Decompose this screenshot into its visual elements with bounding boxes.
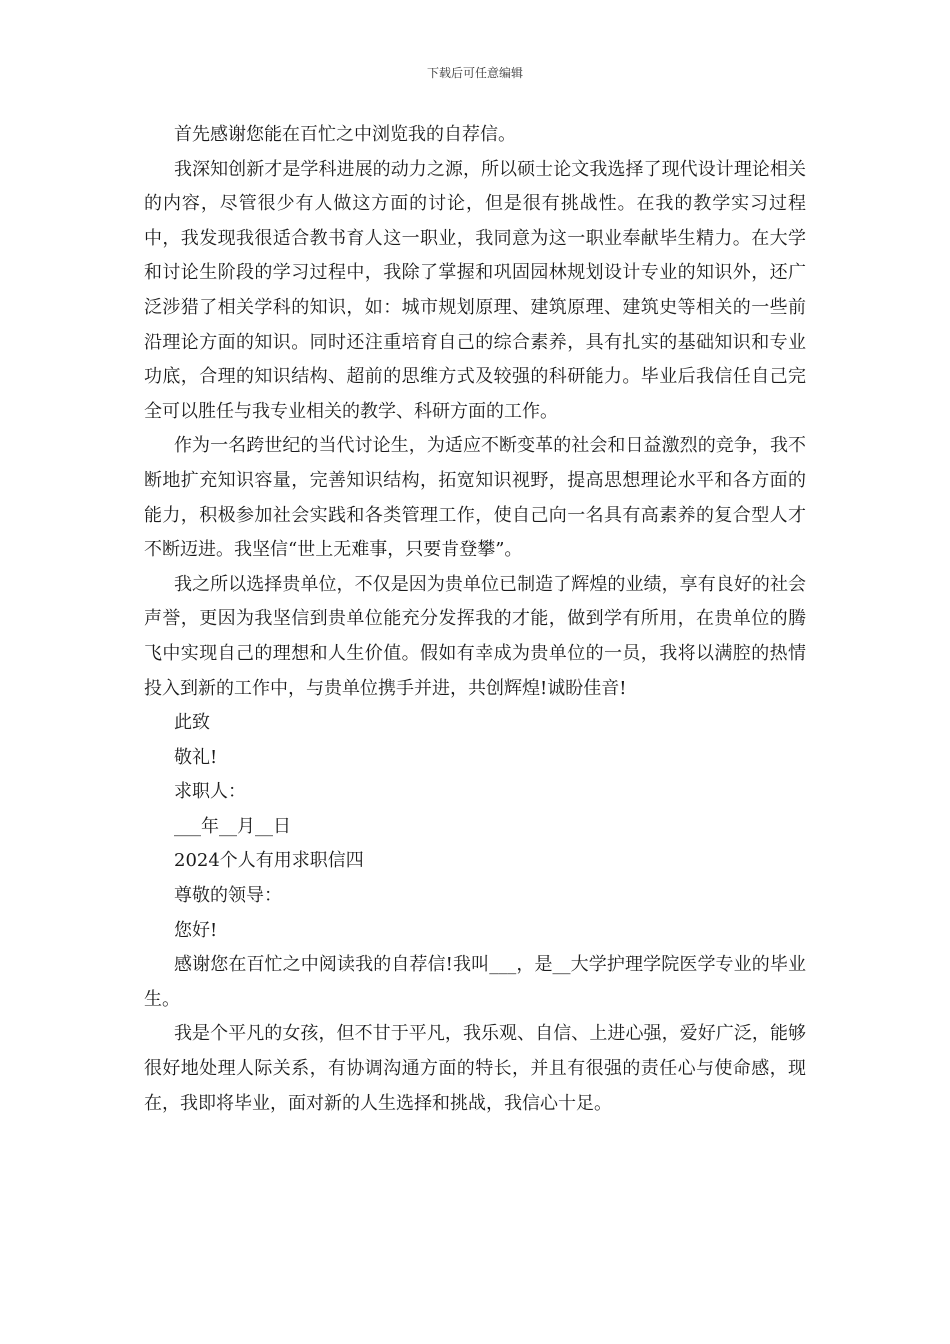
letter-body — [144, 118, 806, 1121]
date-line: ___年__月__日 — [174, 815, 291, 837]
paragraph-introduction: 感谢您在百忙之中阅读我的自荐信!我叫___，是__大学护理学院医学专业的毕业生。 — [144, 954, 806, 1010]
paragraph-personality: 我是个平凡的女孩，但不甘于平凡，我乐观、自信、上进心强，爱好广泛，能够很好地处理人际关系，有协调沟通方面的特长，并且有很强的责任心与使命感，现在，我即将毕业，面对新的人生选择和挑战，我信心十足。 — [144, 1023, 806, 1114]
page-header-note: 下载后可任意编辑 — [426, 66, 523, 80]
paragraph-research-background: 我深知创新才是学科进展的动力之源，所以硕士论文我选择了现代设计理论相关的内容，尽管很少有人做这方面的讨论，但是很有挑战性。在我的教学实习过程中，我发现我很适合教书育人这一职业，我同意为这一职业奉献毕生精力。在大学和讨论生阶段的学习过程中，我除了掌握和巩固园林规划设计专业的知识外，还广泛涉猎了相关学科的知识，如：城市规划原理、建筑原理、建筑史等相关的一些前沿理论方面的知识。同时还注重培育自己的综合素养，具有扎实的基础知识和专业功底，合理的知识结构、超前的思维方式及较强的科研能力。毕业后我信任自己完全可以胜任与我专业相关的教学、科研方面的工作。 — [144, 158, 806, 422]
section-title-letter-four: 2024个人有用求职信四 — [174, 850, 364, 872]
paragraph-why-this-employer: 我之所以选择贵单位，不仅是因为贵单位已制造了辉煌的业绩，享有良好的社会声誉，更因为我坚信到贵单位能充分发挥我的才能，做到学有所用，在贵单位的腾飞中实现自己的理想和人生价值。假如有幸成为贵单位的一员，我将以满腔的热情投入到新的工作中，与贵单位携手并进，共创辉煌!诚盼佳音! — [144, 573, 806, 699]
greeting-recipient: 尊敬的领导： — [174, 885, 282, 907]
greeting-hello: 您好! — [174, 919, 218, 941]
closing-regards: 敬礼! — [174, 746, 218, 768]
paragraph-self-improvement: 作为一名跨世纪的当代讨论生，为适应不断变革的社会和日益激烈的竞争，我不断地扩充知识容量，完善知识结构，拓宽知识视野，提高思想理论水平和各方面的能力，积极参加社会实践和各类管理工作，使自己向一名具有高素养的复合型人才不断迈进。我坚信“世上无难事，只要肯登攀”。 — [144, 435, 806, 561]
paragraph-opening-thanks: 首先感谢您能在百忙之中浏览我的自荐信。 — [174, 124, 516, 145]
applicant-signature-line: 求职人： — [174, 781, 246, 803]
closing-salutation: 此致 — [174, 712, 210, 734]
